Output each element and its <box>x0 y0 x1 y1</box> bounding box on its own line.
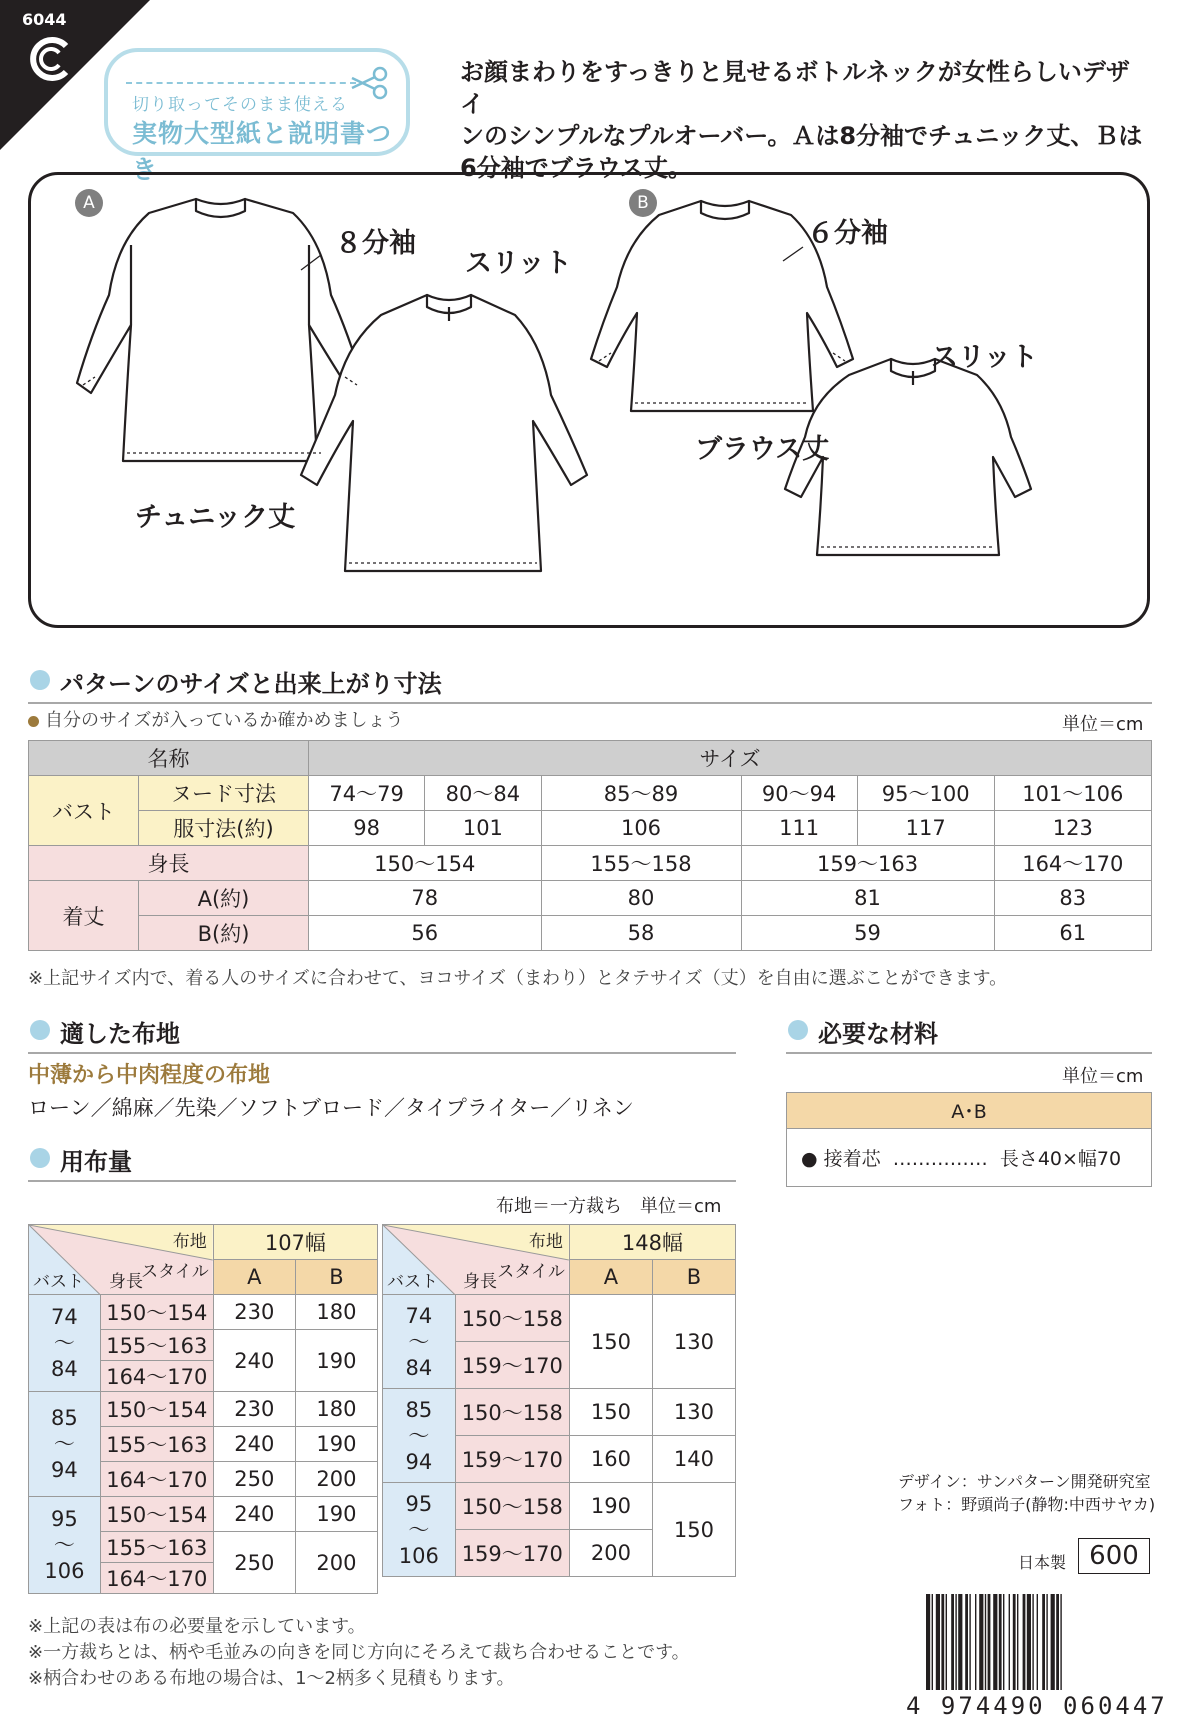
sizes-unit: 単位＝cm <box>1062 714 1144 735</box>
sizes-heading: パターンのサイズと出来上がり寸法 <box>28 664 442 699</box>
yardage-heading: 用布量 <box>28 1142 132 1177</box>
b-length-label: ブラウス丈 <box>695 434 830 465</box>
pattern-badge <box>104 48 410 184</box>
fabric-width: 148幅 <box>569 1225 735 1260</box>
b-sleeve-label: ６分袖 <box>807 218 888 249</box>
fabric-weight: 中薄から中肉程度の布地 <box>28 1063 271 1088</box>
bust-range: 85 〜 94 <box>29 1392 101 1497</box>
garment-illustration <box>28 172 1150 628</box>
table-row: 155〜163 240 190 <box>29 1330 378 1361</box>
scissors-icon <box>350 66 390 100</box>
table-row: 155〜163 250 200 <box>29 1532 378 1563</box>
table-row: 164〜170 <box>29 1361 378 1392</box>
style-b-marker: B <box>629 189 657 217</box>
yardage-corner: 布地 スタイル 身長 バスト <box>29 1225 214 1295</box>
a-front-body <box>77 199 363 461</box>
size-table: 名称 サイズ バスト ヌード寸法 74〜79 80〜84 85〜89 90〜94 95〜100 101〜106 服寸法(約) 98 101 106 111 117 123 身長 150〜154 155〜158 159〜163 164〜170 着丈 A(約) 78 80 81 83 B(約) 56 58 59 61 <box>28 740 1152 951</box>
fabric-rule <box>28 1052 736 1054</box>
materials-unit: 単位＝cm <box>1062 1066 1144 1087</box>
pattern-code: 6044 <box>22 10 67 29</box>
b-length-label: B(約) <box>139 916 309 951</box>
bust-range: 74 〜 84 <box>29 1295 101 1392</box>
table-row: 85 〜 94 150〜154 230 180 <box>29 1392 378 1427</box>
sizes-footnote: ※上記サイズ内で、着る人のサイズに合わせて、ヨコサイズ（まわり）とタテサイズ（丈）を自由に選ぶことができます。 <box>28 968 1008 989</box>
brand-logo-icon <box>26 36 74 82</box>
table-row: 85 〜 94 150〜158 150 130 <box>383 1389 736 1436</box>
barcode-icon <box>926 1594 1152 1690</box>
table-row: 95 〜 106 150〜158 190 150 <box>383 1483 736 1530</box>
made-in-japan: 日本製 <box>1018 1553 1067 1572</box>
garment-label: 服寸法(約) <box>139 811 309 846</box>
materials-table <box>786 1092 1152 1187</box>
credits: デザイン：サンパターン開発研究室 フォト：野頭尚子(静物:中西サヤカ) <box>898 1472 1156 1514</box>
table-row: 164〜170 250 200 <box>29 1462 378 1497</box>
garment-drawings <box>31 175 1147 625</box>
table-row: 159〜170 160 140 <box>383 1436 736 1483</box>
a-sleeve-label: ８分袖 <box>335 228 416 259</box>
bust-range: 74 〜 84 <box>383 1295 456 1389</box>
table-row: 155〜163 240 190 <box>29 1427 378 1462</box>
style-a-marker: A <box>75 189 103 217</box>
yardage-footnotes: ※上記の表は布の必要量を示しています。 ※一方裁ちとは、柄や毛並みの向きを同じ方向にそろえて裁ち合わせることです。 ※柄合わせのある布地の場合は、1〜2柄多く見積もります。 <box>28 1616 690 1689</box>
sizes-rule <box>28 702 1152 704</box>
badge-line1: 切り取ってそのまま使える <box>132 95 348 115</box>
materials-heading: 必要な材料 <box>786 1014 938 1049</box>
materials-row: ● 接着芯 …………… 長さ40×幅70 <box>787 1129 1152 1187</box>
table-row: 74 〜 84 150〜158 150 130 <box>383 1295 736 1342</box>
yardage-table-107: 布地 スタイル 身長 バスト 107幅 A B 74 〜 84 150〜154 230 180 155〜163 240 190 164〜170 85 〜 94 150〜154 230 180 155〜163 240 190 164〜170 250 200 95 〜 106 150〜154 240 190 155〜163 250 200 164〜170 <box>28 1224 378 1594</box>
fabric-width: 107幅 <box>213 1225 377 1260</box>
col-name: 名称 <box>29 741 309 776</box>
bust-range: 95 〜 106 <box>383 1483 456 1577</box>
table-row: 159〜170 <box>383 1342 736 1389</box>
a-slit-label: スリット <box>465 248 572 279</box>
table-row: 164〜170 <box>29 1563 378 1594</box>
table-row: 95 〜 106 150〜154 240 190 <box>29 1497 378 1532</box>
sizes-note: 自分のサイズが入っているか確かめましょう <box>28 706 404 732</box>
fabric-heading: 適した布地 <box>28 1014 180 1049</box>
a-length-label: A(約) <box>139 881 309 916</box>
materials-header: A･B <box>787 1093 1152 1129</box>
yardage-corner: 布地 スタイル 身長 バスト <box>383 1225 570 1295</box>
table-row: 159〜170 200 <box>383 1530 736 1577</box>
col-size: サイズ <box>309 741 1152 776</box>
bust-range: 95 〜 106 <box>29 1497 101 1594</box>
intro-text: お顔まわりをすっきりと見せるボトルネックが女性らしいデザイ ンのシンプルなプルオーバー。Ａは8分袖でチュニック丈、Ｂは 6分袖でブラウス丈。 <box>460 58 1143 182</box>
table-row: 74 〜 84 150〜154 230 180 <box>29 1295 378 1330</box>
yardage-rule <box>28 1180 736 1182</box>
badge-line2: 実物大型紙と説明書つき <box>132 119 393 184</box>
yardage-table-148: 布地 スタイル 身長 バスト 148幅 A B 74 〜 84 150〜158 150 130 159〜170 85 〜 94 150〜158 150 130 159〜170 160 140 95 〜 106 150〜158 190 150 159〜170 200 <box>382 1224 736 1577</box>
a-length-label: チュニック丈 <box>135 502 296 533</box>
height-label: 身長 <box>29 846 309 881</box>
bust-label: バスト <box>29 776 139 846</box>
price: 600 <box>1078 1538 1150 1574</box>
materials-rule <box>786 1052 1152 1054</box>
length-label: 着丈 <box>29 881 139 951</box>
bust-range: 85 〜 94 <box>383 1389 456 1483</box>
barcode-digits: 4 974490 060447 <box>906 1692 1168 1720</box>
fabric-list: ローン／綿麻／先染／ソフトブロード／タイプライター／リネン <box>28 1096 634 1120</box>
yardage-note: 布地＝一方裁ち 単位＝cm <box>496 1196 722 1217</box>
nude-label: ヌード寸法 <box>139 776 309 811</box>
b-slit-label: スリット <box>931 342 1038 373</box>
